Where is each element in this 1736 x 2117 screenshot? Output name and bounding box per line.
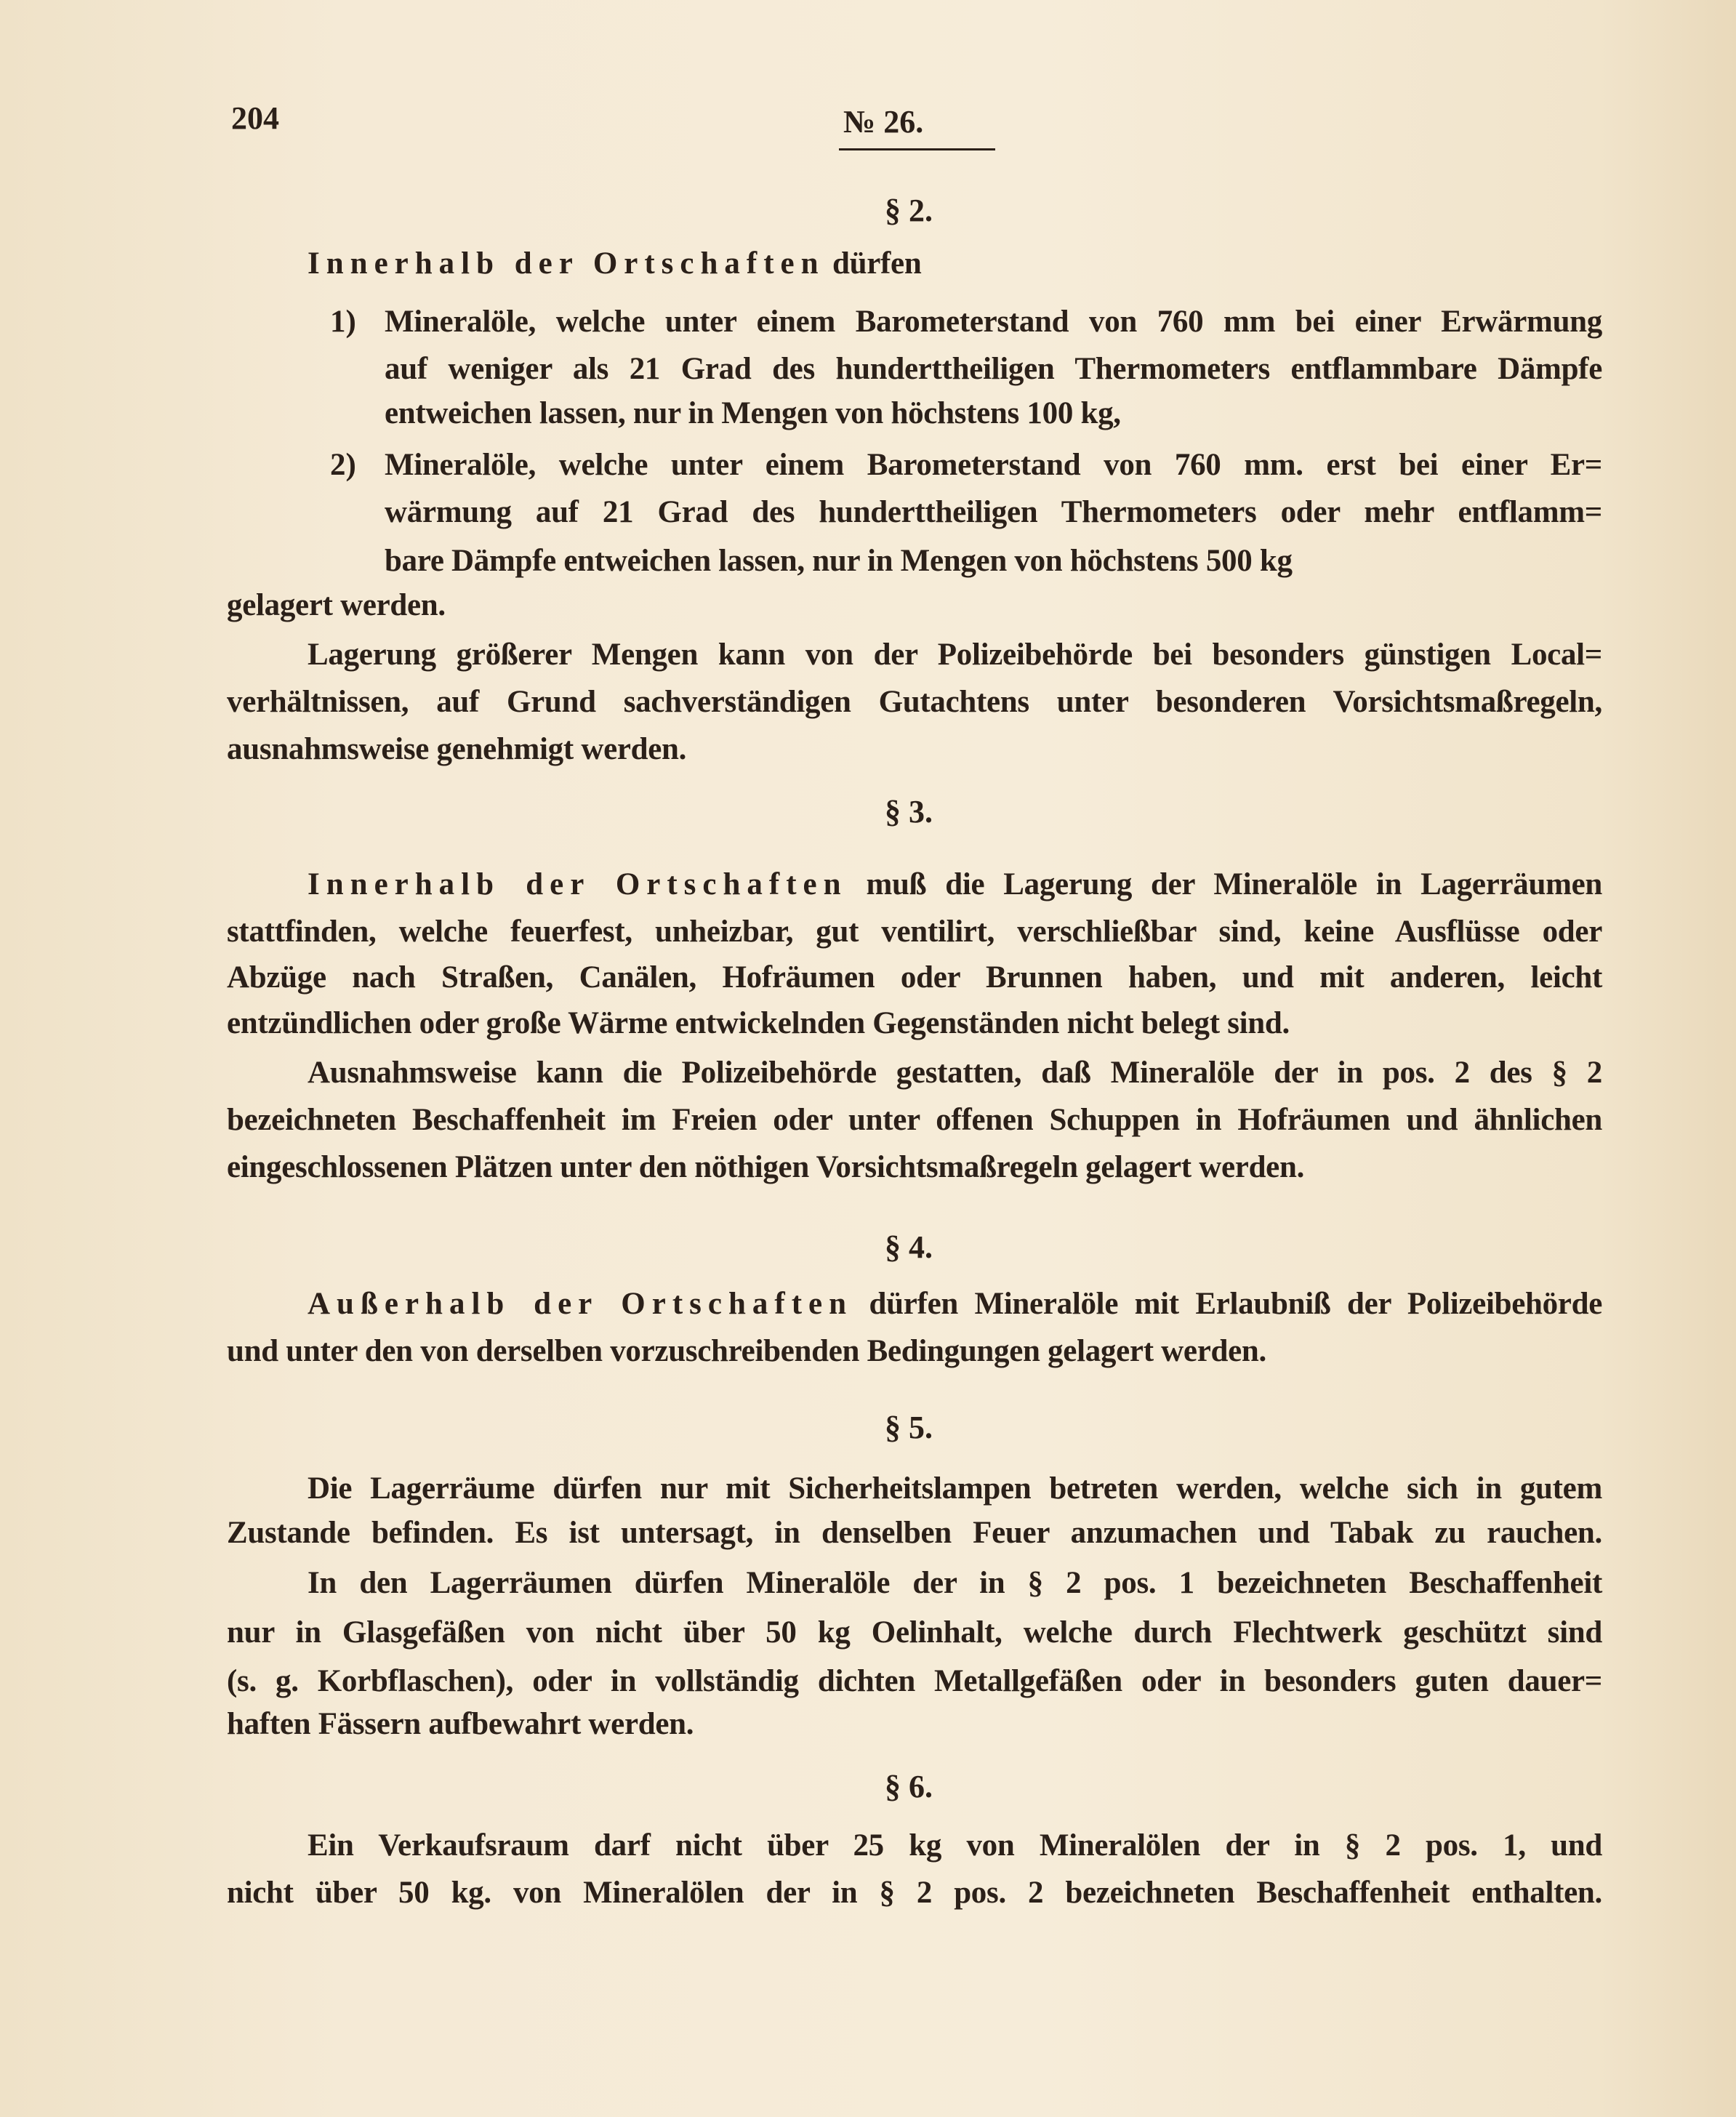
text-line: In den Lagerräumen dürfen Mineralöle der in § 2 pos. 1 bezeichneten Beschaffenheit [308,1566,1602,1600]
line-rest: muß die Lagerung der Mineralöle in Lagerräumen [866,867,1602,901]
text-line: Die Lagerräume dürfen nur mit Sicherheitslampen betreten werden, welche sich in gutem [308,1471,1602,1506]
section-heading-5: § 5. [885,1410,933,1445]
text-line [308,864,1602,905]
text-line: ausnahmsweise genehmigt werden. [227,732,687,766]
text-line: bare Dämpfe entweichen lassen, nur in Mengen von höchstens 500 kg [385,544,1293,578]
text-line: wärmung auf 21 Grad des hunderttheiligen Thermometers oder mehr entflamm= [385,495,1602,529]
text-line: (s. g. Korbflaschen), oder in vollständig dichten Metallgefäßen oder in besonders guten dauer= [227,1664,1602,1698]
text-line: Mineralöle, welche unter einem Barometerstand von 760 mm. erst bei einer Er= [385,448,1602,482]
spaced-text: Außerhalb der Ortschaften [308,1287,853,1321]
issue-number: № 26. [843,104,924,140]
text-line: verhältnissen, auf Grund sachverständigen Gutachtens unter besonderen Vorsichtsmaßregeln, [227,685,1602,719]
text-line: auf weniger als 21 Grad des hunderttheiligen Thermometers entflammbare Dämpfe [385,352,1602,386]
section-heading-6: § 6. [885,1769,933,1804]
line-rest: dürfen Mineralöle mit Erlaubniß der Polizeibehörde [869,1287,1602,1321]
intro-rest: dürfen [832,246,922,281]
header-rule [839,148,995,150]
text-line: nur in Glasgefäßen von nicht über 50 kg Oelinhalt, welche durch Flechtwerk geschützt sind [227,1615,1602,1650]
item-number-1: 1) [330,305,356,339]
text-line: stattfinden, welche feuerfest, unheizbar, gut ventilirt, verschließbar sind, keine Ausflüsse oder [227,915,1602,949]
section-heading-3: § 3. [885,794,933,829]
text-line: bezeichneten Beschaffenheit im Freien oder unter offenen Schuppen in Hofräumen und ähnlichen [227,1103,1602,1137]
text-line: Zustande befinden. Es ist untersagt, in denselben Feuer anzumachen und Tabak zu rauchen. [227,1516,1602,1550]
text-line: nicht über 50 kg. von Mineralölen der in § 2 pos. 2 bezeichneten Beschaffenheit enthalten. [227,1876,1602,1910]
text-line: Mineralöle, welche unter einem Barometerstand von 760 mm bei einer Erwärmung [385,305,1602,339]
spaced-text: Innerhalb der Ortschaften [308,246,825,281]
text-line: entweichen lassen, nur in Mengen von höchstens 100 kg, [385,396,1121,430]
spaced-text: Innerhalb der Ortschaften [308,867,848,901]
text-line: gelagert werden. [227,588,446,622]
text-line: Abzüge nach Straßen, Canälen, Hofräumen oder Brunnen haben, und mit anderen, leicht [227,960,1602,995]
text-line: Ein Verkaufsraum darf nicht über 25 kg von Mineralölen der in § 2 pos. 1, und [308,1828,1602,1863]
text-line: Lagerung größerer Mengen kann von der Polizeibehörde bei besonders günstigen Local= [308,638,1602,672]
text-line: entzündlichen oder große Wärme entwickelnden Gegenständen nicht belegt sind. [227,1006,1290,1040]
text-line: und unter den von derselben vorzuschreibenden Bedingungen gelagert werden. [227,1334,1266,1368]
text-line: eingeschlossenen Plätzen unter den nöthigen Vorsichtsmaßregeln gelagert werden. [227,1150,1305,1184]
section-heading-4: § 4. [885,1229,933,1265]
section-heading-2: § 2. [885,193,933,228]
text-line: haften Fässern aufbewahrt werden. [227,1707,694,1741]
section-2-intro [308,244,1602,284]
text-line: Ausnahmsweise kann die Polizeibehörde gestatten, daß Mineralöle der in pos. 2 des § 2 [308,1056,1602,1090]
page-number: 204 [231,100,279,136]
item-number-2: 2) [330,448,356,482]
text-line [308,1284,1602,1325]
